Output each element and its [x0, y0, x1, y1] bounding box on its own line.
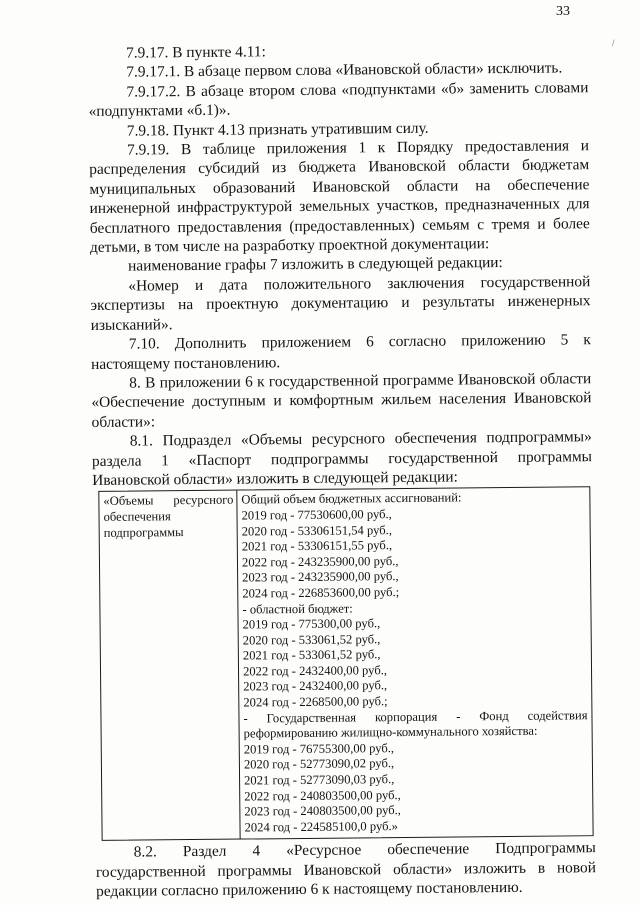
fund-row: 2024 год - 224585100,0 руб.»	[244, 818, 398, 835]
fund-row: 2023 год - 240803500,00 руб.,	[244, 803, 401, 819]
paragraph-7-9-17-2: 7.9.17.2. В абзаце втором слова «подпунктами «б» заменить словами «подпунктами «б.1)».	[88, 79, 589, 121]
corner-mark: /	[612, 38, 615, 48]
total-header: Общий объем бюджетных ассигнований:	[241, 490, 462, 507]
fund-row: 2020 год - 52773090,02 руб.,	[243, 756, 395, 772]
total-row: 2023 год - 243235900,00 руб.,	[242, 569, 399, 585]
regional-row: 2023 год - 2432400,00 руб.,	[243, 678, 388, 695]
table-left-line: подпрограммы	[103, 524, 184, 540]
total-row: 2021 год - 53306151,55 руб.,	[241, 538, 393, 554]
fund-row: 2021 год - 52773090,03 руб.,	[244, 772, 395, 788]
table-left-cell	[99, 491, 240, 840]
regional-header: - областной бюджет:	[242, 600, 353, 617]
regional-row: 2019 год - 775300,00 руб.,	[242, 616, 381, 632]
total-row: 2020 год - 53306151,54 руб.,	[241, 522, 393, 539]
paragraph-7-9-18: 7.9.18. Пункт 4.13 признать утратившим силу.	[126, 119, 429, 140]
paragraph-7-9-17-1: 7.9.17.1. В абзаце первом слова «Ивановской области» исключить.	[126, 59, 563, 82]
table-right-cell	[237, 488, 592, 839]
paragraph-8-1: 8.1. Подраздел «Объемы ресурсного обеспечения подпрограммы» раздела 1 «Паспорт подпрограммы государственной программы Ивановской области» изложить в следующей редакции:	[91, 428, 593, 489]
table-left-line: «Объемы ресурсного	[103, 492, 234, 509]
paragraph-7-9-19: 7.9.19. В таблице приложения 1 к Порядку предоставления и распределения субсидий из бюджета Ивановской области бюджетам муниципальных образований Ивановской области на обеспечение инженерной инфраструктурой земельных участков, предназначенных для бесплатного предоставления (предоставленных) семьям с тремя и более детьми, в том числе на разработку проектной документации:	[89, 137, 590, 257]
paragraph-7-10: 7.10. Дополнить приложением 6 согласно приложению 5 к настоящему постановлению.	[90, 331, 591, 373]
page-number: 33	[556, 4, 570, 19]
total-row: 2022 год - 243235900,00 руб.,	[241, 553, 399, 570]
total-row: 2024 год - 226853600,00 руб.;	[242, 584, 400, 601]
paragraph-column-7-text: «Номер и дата положительного заключения государственной экспертизы на проектную документацию и результаты инженерных изысканий».	[90, 273, 591, 334]
fund-row: 2019 год - 76755300,00 руб.,	[243, 740, 395, 757]
fund-row: 2022 год - 240803500,00 руб.,	[244, 787, 401, 804]
paragraph-column-7-title: наименование графы 7 изложить в следующей редакции:	[128, 254, 503, 276]
total-row: 2019 год - 77530600,00 руб.,	[241, 507, 392, 523]
document-body	[88, 39, 596, 901]
table-left-line: обеспечения	[103, 509, 171, 524]
regional-row: 2020 год - 533061,52 руб.,	[242, 631, 381, 648]
paragraph-7-9-17: 7.9.17. В пункте 4.11:	[126, 43, 266, 62]
paragraph-8-2: 8.2. Раздел 4 «Ресурсное обеспечение Подпрограммы государственной программы Ивановской области» изложить в новой редакции согласно приложению 6 к настоящему постановлению.	[95, 839, 597, 901]
regional-row: 2021 год - 533061,52 руб.,	[242, 647, 381, 663]
regional-row: 2022 год - 2432400,00 руб.,	[242, 663, 388, 679]
fund-header: реформированию жилищно-коммунального хозяйства:	[243, 723, 538, 741]
resource-table	[98, 487, 593, 842]
regional-row: 2024 год - 2268500,00 руб.;	[243, 694, 388, 710]
paragraph-8: 8. В приложении 6 к государственной программе Ивановской области «Обеспечение доступным и комфортным жильем населения Ивановской области»:	[91, 370, 592, 431]
fund-header: - Государственная корпорация - Фонд содействия	[243, 707, 588, 726]
